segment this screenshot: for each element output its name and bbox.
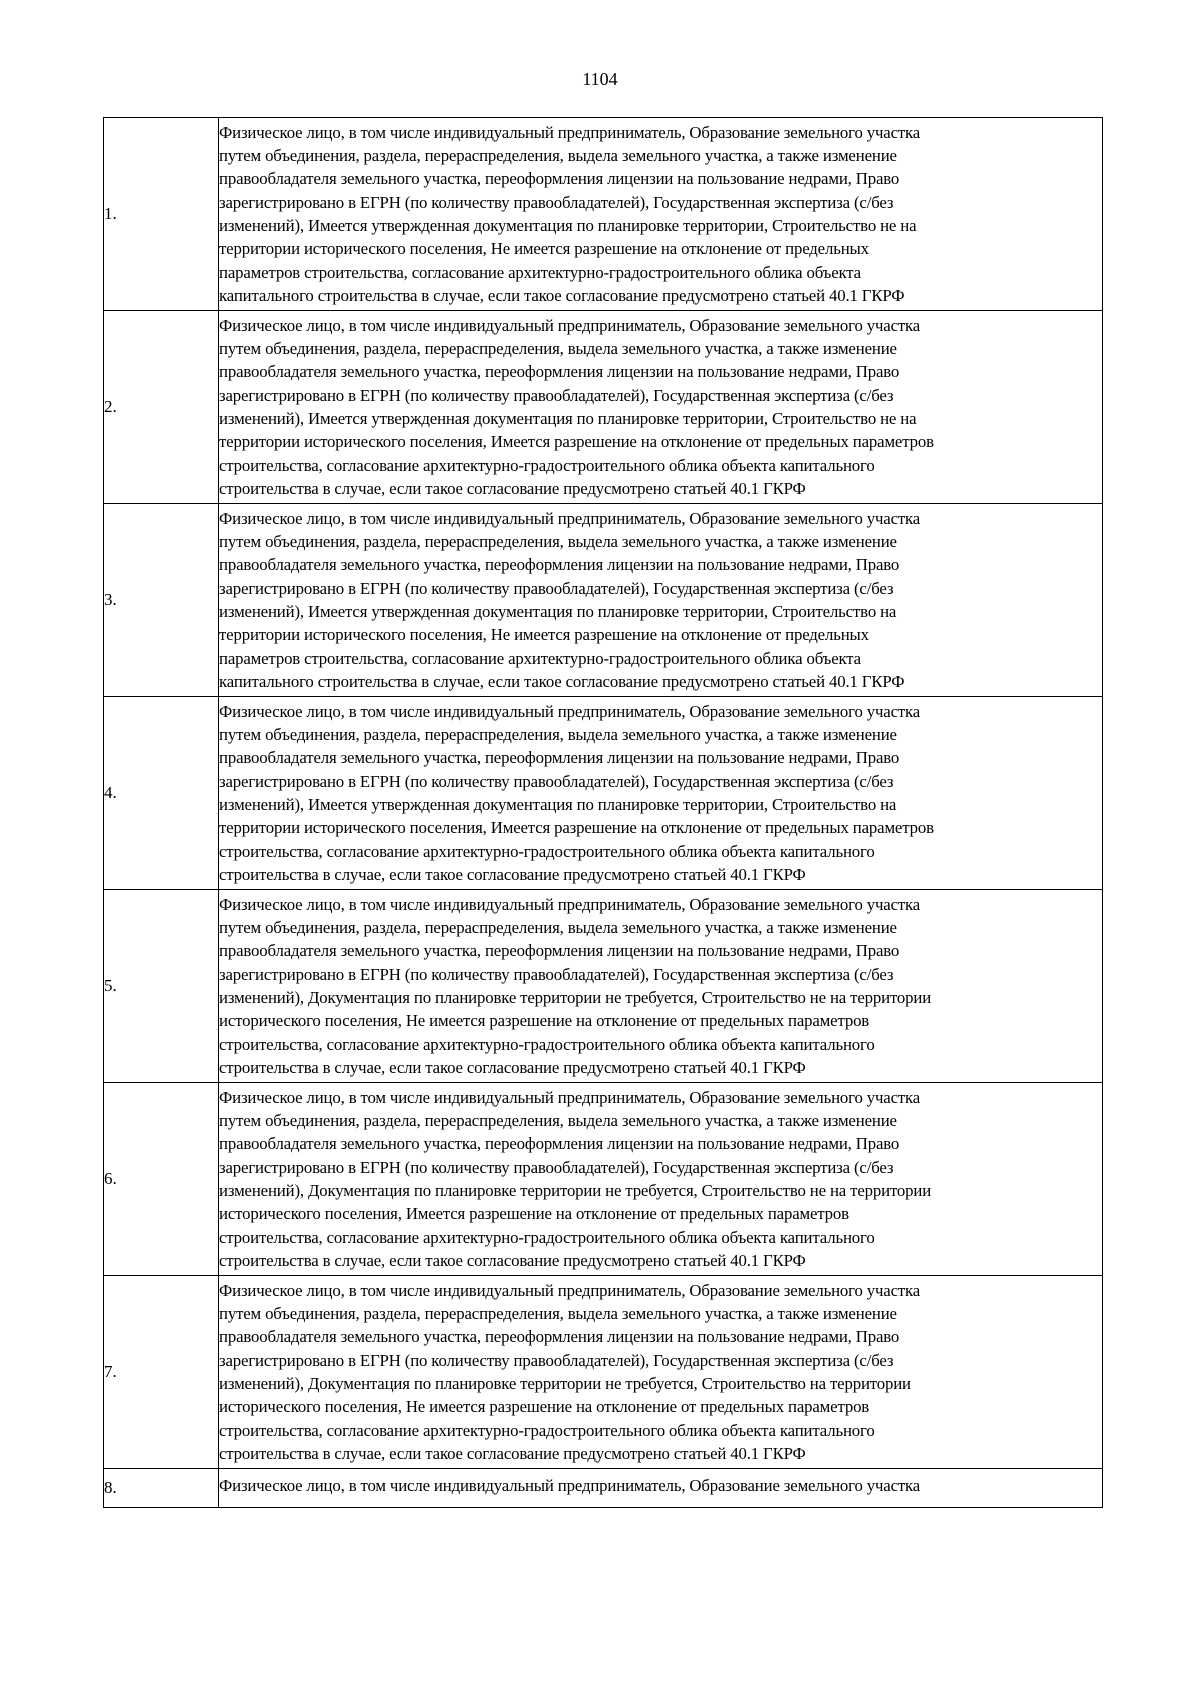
- row-number: 2.: [104, 311, 219, 504]
- page-number: 1104: [582, 69, 618, 89]
- row-number: 4.: [104, 697, 219, 890]
- row-number: 3.: [104, 504, 219, 697]
- table-row: [104, 504, 1103, 697]
- row-text: Физическое лицо, в том числе индивидуальный предприниматель, Образование земельного участка путем объединения, раздела, перераспределения, выдела земельного участка, а также изменение правообладателя земельного участка, переоформления лицензии на пользование недрами, Право зарегистрировано в ЕГРН (по количеству правообладателей), Государственная экспертиза (с/без изменений), Документация по планировке территории не требуется, Строительство не на территории исторического поселения, Имеется разрешение на отклонение от предельных параметров строительства, согласование архитектурно-градостроительного облика объекта капитального строительства в случае, если такое согласование предусмотрено статьей 40.1 ГКРФ: [219, 1083, 1103, 1276]
- row-number: 1.: [104, 118, 219, 311]
- row-number: 8.: [104, 1469, 219, 1508]
- table-row: [104, 311, 1103, 504]
- table-row: [104, 1276, 1103, 1469]
- row-text: Физическое лицо, в том числе индивидуальный предприниматель, Образование земельного участка путем объединения, раздела, перераспределения, выдела земельного участка, а также изменение правообладателя земельного участка, переоформления лицензии на пользование недрами, Право зарегистрировано в ЕГРН (по количеству правообладателей), Государственная экспертиза (с/без изменений), Имеется утвержденная документация по планировке территории, Строительство не на территории исторического поселения, Не имеется разрешение на отклонение от предельных параметров строительства, согласование архитектурно-градостроительного облика объекта капитального строительства в случае, если такое согласование предусмотрено статьей 40.1 ГКРФ: [219, 118, 1103, 311]
- row-number: 6.: [104, 1083, 219, 1276]
- row-number: 5.: [104, 890, 219, 1083]
- row-number: 7.: [104, 1276, 219, 1469]
- table-row: [104, 1083, 1103, 1276]
- row-text: Физическое лицо, в том числе индивидуальный предприниматель, Образование земельного участка путем объединения, раздела, перераспределения, выдела земельного участка, а также изменение правообладателя земельного участка, переоформления лицензии на пользование недрами, Право зарегистрировано в ЕГРН (по количеству правообладателей), Государственная экспертиза (с/без изменений), Имеется утвержденная документация по планировке территории, Строительство на территории исторического поселения, Имеется разрешение на отклонение от предельных параметров строительства, согласование архитектурно-градостроительного облика объекта капитального строительства в случае, если такое согласование предусмотрено статьей 40.1 ГКРФ: [219, 697, 1103, 890]
- table-row: [104, 890, 1103, 1083]
- row-text: Физическое лицо, в том числе индивидуальный предприниматель, Образование земельного участка путем объединения, раздела, перераспределения, выдела земельного участка, а также изменение правообладателя земельного участка, переоформления лицензии на пользование недрами, Право зарегистрировано в ЕГРН (по количеству правообладателей), Государственная экспертиза (с/без изменений), Документация по планировке территории не требуется, Строительство на территории исторического поселения, Не имеется разрешение на отклонение от предельных параметров строительства, согласование архитектурно-градостроительного облика объекта капитального строительства в случае, если такое согласование предусмотрено статьей 40.1 ГКРФ: [219, 1276, 1103, 1469]
- row-text: Физическое лицо, в том числе индивидуальный предприниматель, Образование земельного участка путем объединения, раздела, перераспределения, выдела земельного участка, а также изменение правообладателя земельного участка, переоформления лицензии на пользование недрами, Право зарегистрировано в ЕГРН (по количеству правообладателей), Государственная экспертиза (с/без изменений), Имеется утвержденная документация по планировке территории, Строительство не на территории исторического поселения, Имеется разрешение на отклонение от предельных параметров строительства, согласование архитектурно-градостроительного облика объекта капитального строительства в случае, если такое согласование предусмотрено статьей 40.1 ГКРФ: [219, 311, 1103, 504]
- row-text: Физическое лицо, в том числе индивидуальный предприниматель, Образование земельного участка путем объединения, раздела, перераспределения, выдела земельного участка, а также изменение правообладателя земельного участка, переоформления лицензии на пользование недрами, Право зарегистрировано в ЕГРН (по количеству правообладателей), Государственная экспертиза (с/без изменений), Имеется утвержденная документация по планировке территории, Строительство на территории исторического поселения, Не имеется разрешение на отклонение от предельных параметров строительства, согласование архитектурно-градостроительного облика объекта капитального строительства в случае, если такое согласование предусмотрено статьей 40.1 ГКРФ: [219, 504, 1103, 697]
- row-text: Физическое лицо, в том числе индивидуальный предприниматель, Образование земельного участка: [219, 1469, 1103, 1508]
- table-row: [104, 697, 1103, 890]
- table-row: [104, 1469, 1103, 1508]
- table-row: [104, 118, 1103, 311]
- data-table: [103, 117, 1103, 1508]
- row-text: Физическое лицо, в том числе индивидуальный предприниматель, Образование земельного участка путем объединения, раздела, перераспределения, выдела земельного участка, а также изменение правообладателя земельного участка, переоформления лицензии на пользование недрами, Право зарегистрировано в ЕГРН (по количеству правообладателей), Государственная экспертиза (с/без изменений), Документация по планировке территории не требуется, Строительство не на территории исторического поселения, Не имеется разрешение на отклонение от предельных параметров строительства, согласование архитектурно-градостроительного облика объекта капитального строительства в случае, если такое согласование предусмотрено статьей 40.1 ГКРФ: [219, 890, 1103, 1083]
